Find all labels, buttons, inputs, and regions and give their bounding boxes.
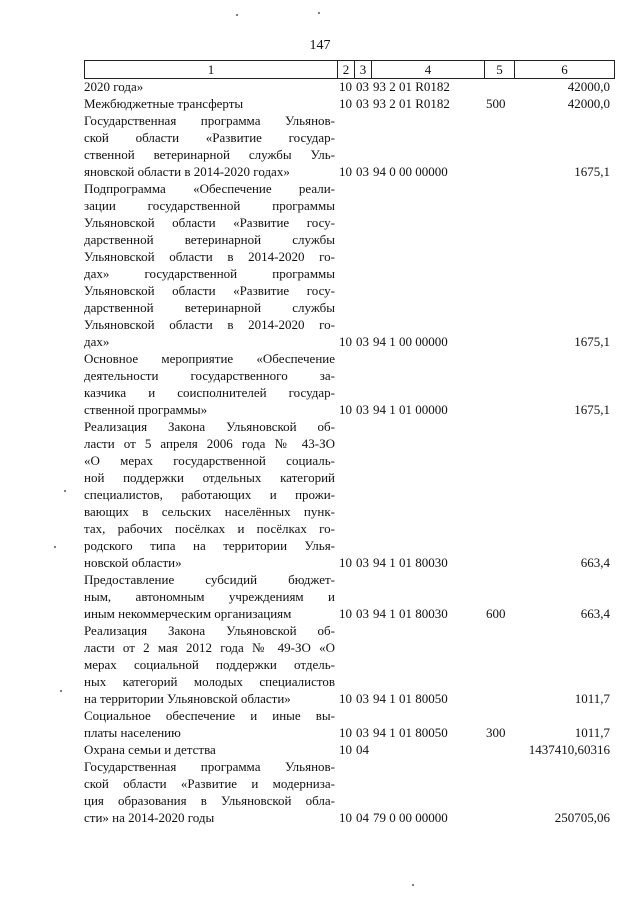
row-amount: 42000,0 (567, 96, 610, 111)
scan-speck (318, 12, 320, 14)
description-line: яновской области в 2014-2020 годах» (84, 164, 290, 179)
column-header-6: 6 (515, 61, 615, 79)
row-expense-type-code (484, 112, 514, 180)
description-line: платы населению (84, 725, 181, 740)
description-line: специалистов, работающих и прожи- (84, 487, 335, 502)
scan-speck (236, 14, 238, 16)
scan-speck (60, 690, 62, 692)
column-header-row (85, 61, 615, 79)
row-description (84, 741, 337, 758)
description-line: вающих в сельских населённых пунк- (84, 504, 335, 519)
row-amount: 1437410,60316 (528, 742, 610, 757)
description-line: «О мерах государственной социаль- (84, 453, 335, 468)
column-header-1: 1 (85, 61, 338, 79)
description-line: тах, рабочих посёлках и посёлках го- (84, 521, 335, 536)
row-description (84, 180, 337, 350)
row-expense-type-code: 300 (486, 725, 506, 740)
row-section-code: 10 (339, 691, 352, 706)
description-line: дах» (84, 334, 110, 349)
row-description (84, 707, 337, 741)
description-line: ственной ветеринарной службы Уль- (84, 147, 335, 162)
description-line: ской области «Развитие и модерниза- (84, 776, 335, 791)
table-row (84, 95, 614, 112)
row-expense-type-code (484, 741, 514, 758)
row-subsection-code: 03 (356, 334, 369, 349)
row-section-code: 10 (339, 334, 352, 349)
description-line: Ульяновской области в 2014-2020 го- (84, 317, 335, 332)
row-target-article-code: 94 1 01 80030 (373, 555, 448, 570)
row-amount: 42000,0 (567, 79, 610, 94)
row-section-code: 10 (339, 79, 352, 94)
row-expense-type-code (484, 758, 514, 826)
description-line: Реализация Закона Ульяновской об- (84, 623, 335, 638)
table-row (84, 78, 614, 95)
table-row (84, 622, 614, 707)
row-subsection-code: 03 (356, 96, 369, 111)
row-subsection-code: 03 (356, 725, 369, 740)
description-line: Подпрограмма «Обеспечение реали- (84, 181, 335, 196)
description-line: сти» на 2014-2020 годы (84, 810, 215, 825)
page-number: 147 (309, 38, 331, 53)
description-line: дах» государственной программы (84, 266, 335, 281)
description-line: зации государственной программы (84, 198, 335, 213)
row-expense-type-code (484, 418, 514, 571)
row-target-article-code: 93 2 01 R0182 (373, 96, 450, 111)
scan-speck (54, 546, 56, 548)
row-description (84, 758, 337, 826)
description-line: на территории Ульяновской области» (84, 691, 291, 706)
table-row (84, 758, 614, 826)
row-expense-type-code: 600 (486, 606, 506, 621)
description-line: Государственная программа Ульянов- (84, 759, 335, 774)
row-target-article-code: 94 0 00 00000 (373, 164, 448, 179)
row-target-article-code: 94 1 01 80050 (373, 725, 448, 740)
row-target-article-code: 94 1 01 80050 (373, 691, 448, 706)
row-subsection-code: 04 (356, 742, 369, 757)
row-section-code: 10 (339, 96, 352, 111)
row-section-code: 10 (339, 725, 352, 740)
table-row (84, 180, 614, 350)
row-subsection-code: 03 (356, 79, 369, 94)
row-subsection-code: 03 (356, 164, 369, 179)
table-row (84, 707, 614, 741)
description-line: Ульяновской области «Развитие госу- (84, 283, 335, 298)
row-section-code: 10 (339, 742, 352, 757)
description-line: Предоставление субсидий бюджет- (84, 572, 335, 587)
column-header-3: 3 (355, 61, 372, 79)
row-target-article-code: 93 2 01 R0182 (373, 79, 450, 94)
description-line: Ульяновской области «Развитие госу- (84, 215, 335, 230)
description-line: деятельности государственного за- (84, 368, 335, 383)
row-target-article-code: 79 0 00 00000 (373, 810, 448, 825)
row-target-article-code: 94 1 01 80030 (373, 606, 448, 621)
row-target-article-code: 94 1 01 00000 (373, 402, 448, 417)
budget-table (84, 78, 614, 826)
row-expense-type-code (484, 350, 514, 418)
row-amount: 1675,1 (574, 402, 610, 417)
column-header-4: 4 (372, 61, 485, 79)
description-line: Ульяновской области в 2014-2020 го- (84, 249, 335, 264)
row-description (84, 95, 337, 112)
description-line: Государственная программа Ульянов- (84, 113, 335, 128)
table-row (84, 741, 614, 758)
description-line: ным, автономным учреждениям и (84, 589, 335, 604)
description-line: иным некоммерческим организациям (84, 606, 292, 621)
table-row (84, 112, 614, 180)
row-amount: 1675,1 (574, 334, 610, 349)
description-line: ской области «Развитие государ- (84, 130, 335, 145)
description-line: дарственной ветеринарной службы (84, 300, 335, 315)
description-line: ласти от 5 апреля 2006 года № 43-ЗО (84, 436, 335, 451)
row-subsection-code: 03 (356, 691, 369, 706)
row-section-code: 10 (339, 810, 352, 825)
description-line: новской области» (84, 555, 182, 570)
row-amount: 1011,7 (574, 725, 610, 740)
row-subsection-code: 03 (356, 402, 369, 417)
description-line: Основное мероприятие «Обеспечение (84, 351, 335, 366)
description-line: ция образования в Ульяновской обла- (84, 793, 335, 808)
row-subsection-code: 03 (356, 606, 369, 621)
row-expense-type-code: 500 (486, 96, 506, 111)
description-line: мерах социальной поддержки отдель- (84, 657, 335, 672)
row-subsection-code: 04 (356, 810, 369, 825)
description-line: родского типа на территории Улья- (84, 538, 335, 553)
table-row (84, 350, 614, 418)
scan-speck (64, 490, 66, 492)
row-subsection-code: 03 (356, 555, 369, 570)
row-expense-type-code (484, 78, 514, 95)
row-description (84, 350, 337, 418)
row-description (84, 571, 337, 622)
description-line: ственной программы» (84, 402, 208, 417)
description-line: 2020 года» (84, 79, 144, 94)
row-section-code: 10 (339, 164, 352, 179)
column-header-2: 2 (338, 61, 355, 79)
description-line: ласти от 2 мая 2012 года № 49-ЗО «О (84, 640, 335, 655)
row-expense-type-code (484, 180, 514, 350)
description-line: Межбюджетные трансферты (84, 96, 244, 111)
column-header-table (84, 60, 615, 79)
row-expense-type-code (484, 622, 514, 707)
row-section-code: 10 (339, 402, 352, 417)
description-line: ной поддержки отдельных категорий (84, 470, 335, 485)
row-description (84, 622, 337, 707)
row-description (84, 112, 337, 180)
row-amount: 1675,1 (574, 164, 610, 179)
row-amount: 1011,7 (574, 691, 610, 706)
row-amount: 663,4 (580, 555, 610, 570)
description-line: ных категорий молодых специалистов (84, 674, 335, 689)
row-amount: 663,4 (580, 606, 610, 621)
row-target-article-code: 94 1 00 00000 (373, 334, 448, 349)
row-section-code: 10 (339, 606, 352, 621)
row-amount: 250705,06 (554, 810, 610, 825)
row-section-code: 10 (339, 555, 352, 570)
description-line: дарственной ветеринарной службы (84, 232, 335, 247)
scan-speck (412, 884, 414, 886)
table-row (84, 571, 614, 622)
description-line: Социальное обеспечение и иные вы- (84, 708, 335, 723)
description-line: Реализация Закона Ульяновской об- (84, 419, 335, 434)
row-description (84, 418, 337, 571)
column-header-5: 5 (485, 61, 515, 79)
row-description (84, 78, 337, 95)
row-target-article-code (371, 741, 484, 758)
table-row (84, 418, 614, 571)
description-line: казчика и соисполнителей государ- (84, 385, 335, 400)
description-line: Охрана семьи и детства (84, 742, 216, 757)
